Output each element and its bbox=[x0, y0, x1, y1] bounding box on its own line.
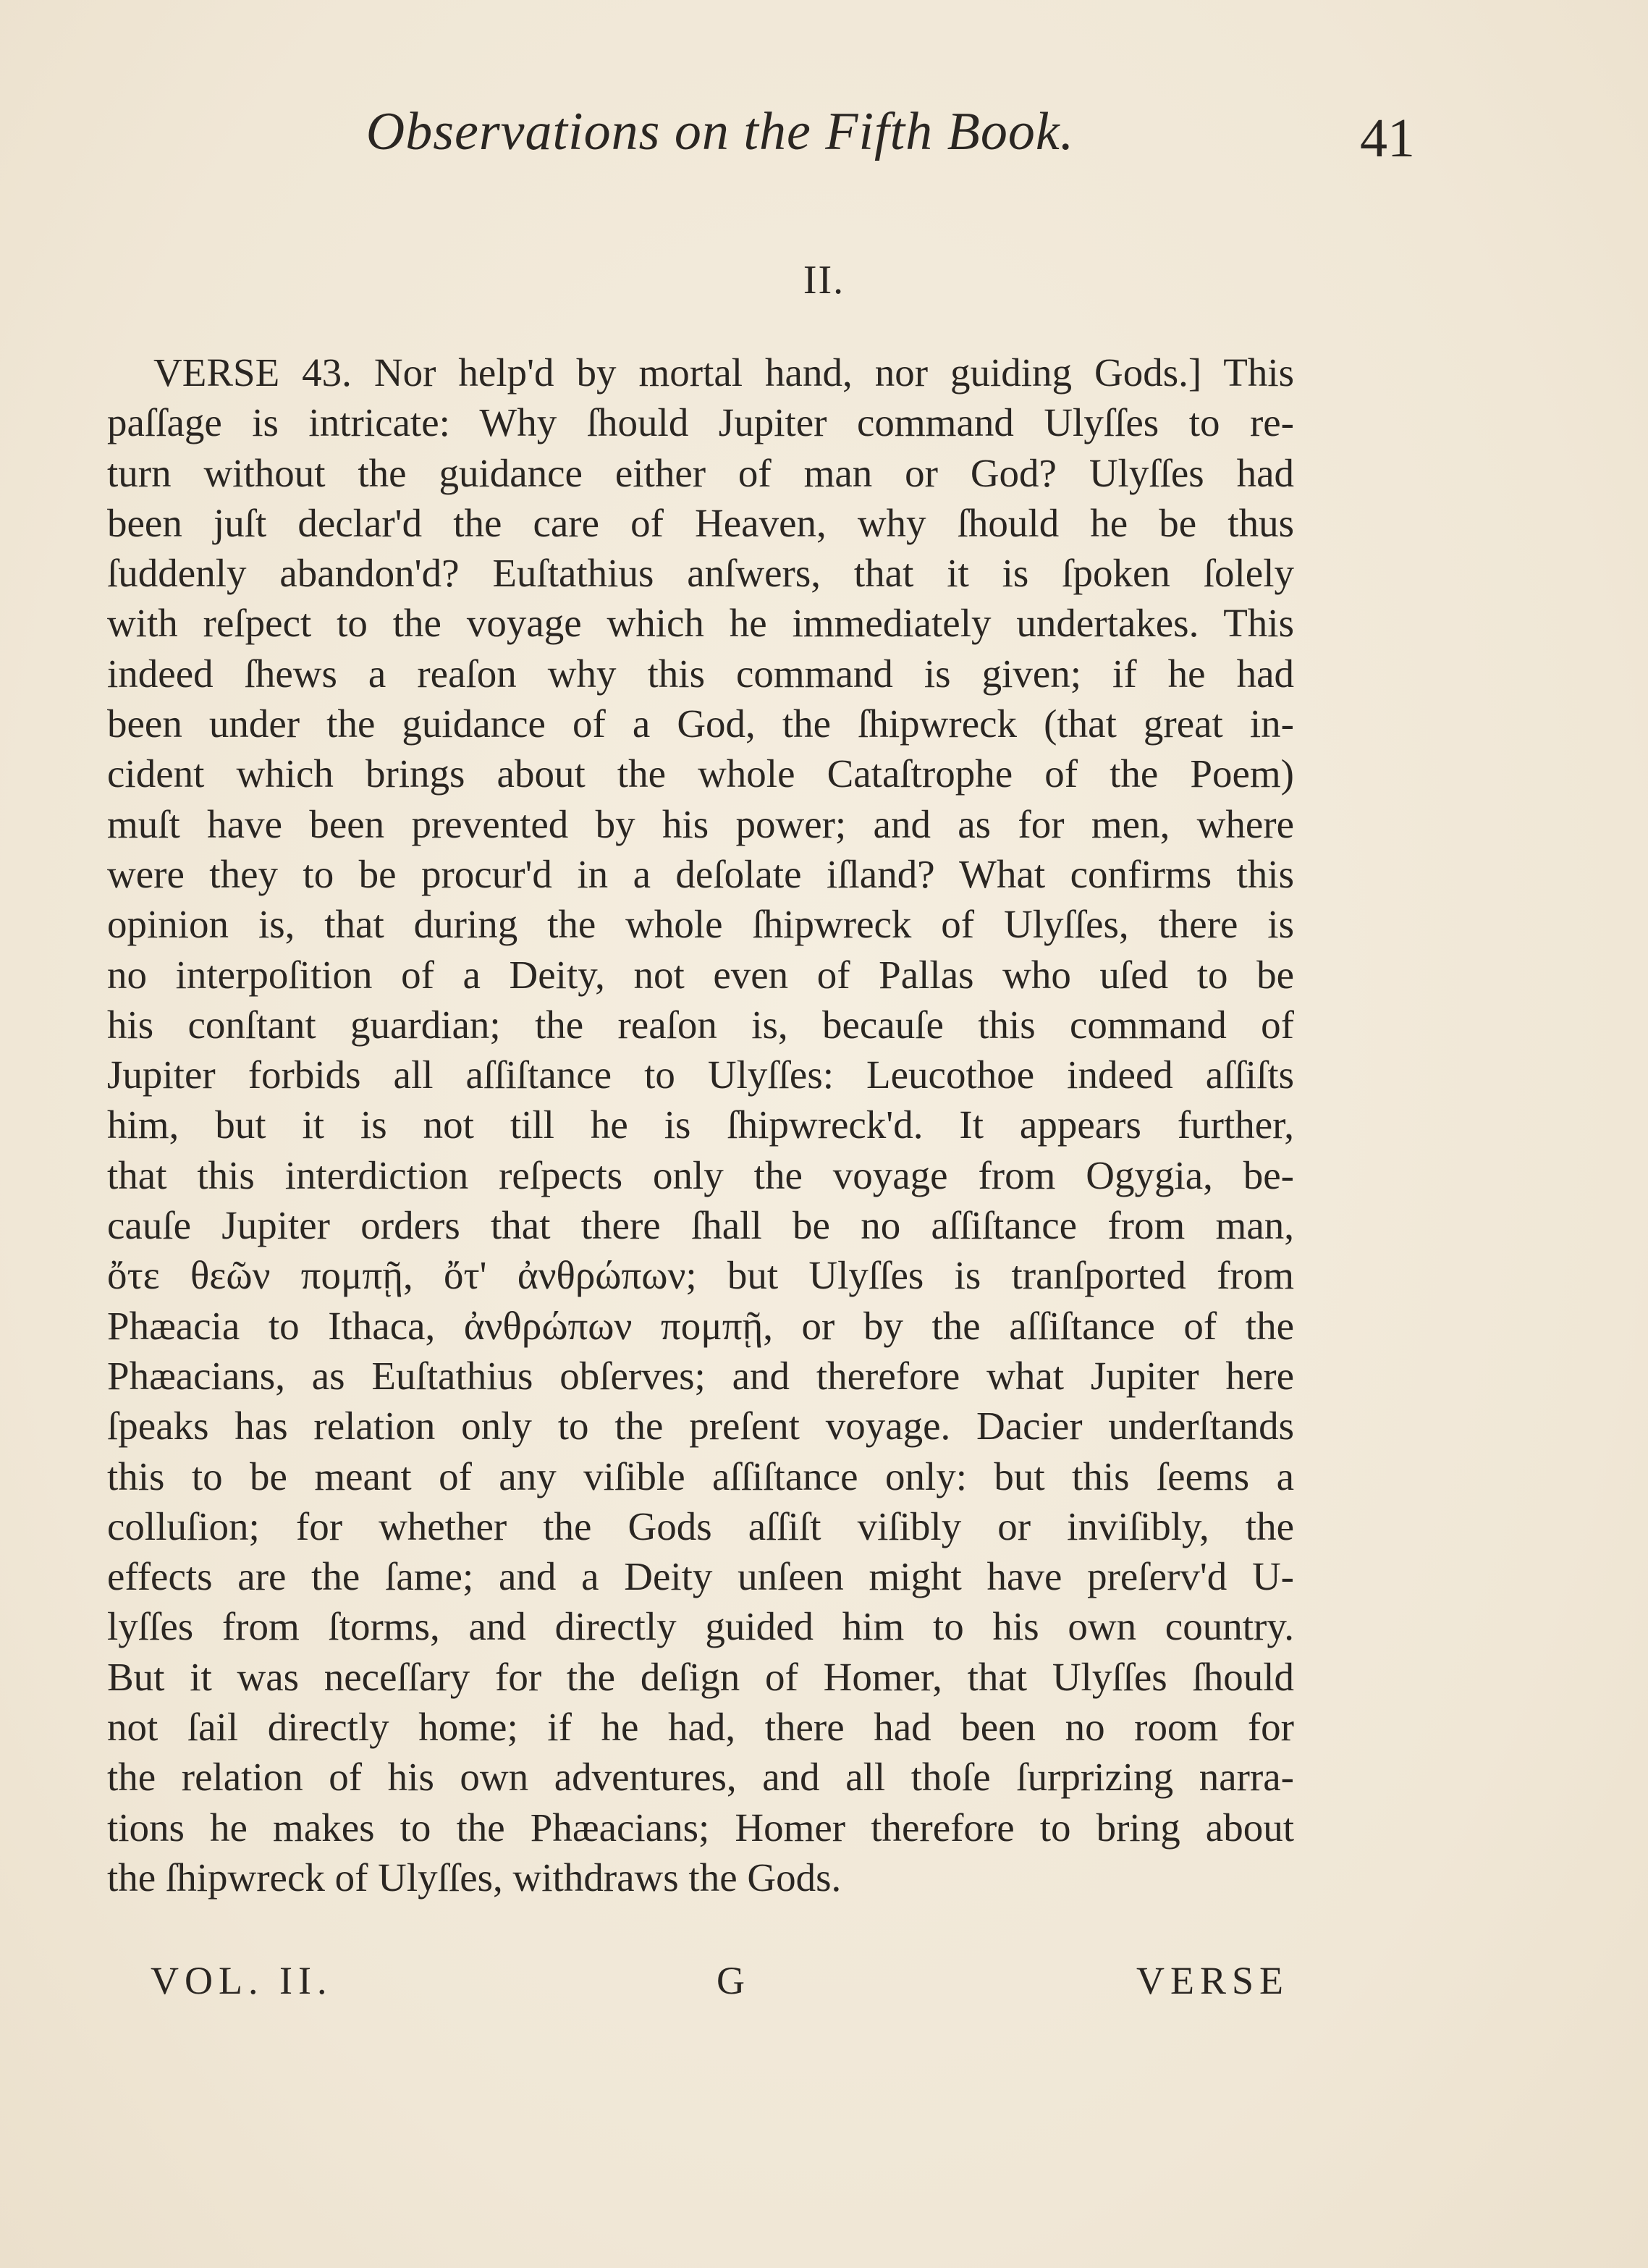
text-line: him, but it is not till he is ſhipwreck'd. It appears further, bbox=[107, 1103, 1294, 1147]
text-line: VERSE 43. Nor help'd by mortal hand, nor guiding Gods.] This bbox=[153, 350, 1294, 395]
text-line: tions he makes to the Phæacians; Homer therefore to bring about bbox=[107, 1805, 1294, 1850]
text-line: But it was neceſſary for the deſign of Homer, that Ulyſſes ſhould bbox=[107, 1654, 1294, 1699]
text-line: no interpoſition of a Deity, not even of Pallas who uſed to be bbox=[107, 952, 1294, 997]
catchword: VERSE bbox=[1136, 1959, 1290, 2002]
text-line: effects are the ſame; and a Deity unſeen might have preſerv'd U- bbox=[107, 1554, 1294, 1599]
text-line: ὄτε θεῶν πομπῇ, ὄτ' ἀνθρώπων; but Ulyſſes is tranſported from bbox=[107, 1253, 1294, 1298]
volume-mark: VOL. II. bbox=[151, 1959, 333, 2002]
text-line: indeed ſhews a reaſon why this command is given; if he had bbox=[107, 651, 1294, 696]
text-line: ſpeaks has relation only to the preſent voyage. Dacier underſtands bbox=[107, 1404, 1294, 1449]
text-line: that this interdiction reſpects only the voyage from Ogygia, be- bbox=[107, 1152, 1294, 1197]
text-line: cauſe Jupiter orders that there ſhall be no aſſiſtance from man, bbox=[107, 1203, 1294, 1248]
section-number: II. bbox=[803, 258, 845, 303]
text-line: not ſail directly home; if he had, there had been no room for bbox=[107, 1705, 1294, 1750]
text-line: opinion is, that during the whole ſhipwreck of Ulyſſes, there is bbox=[107, 902, 1294, 947]
text-line: Jupiter forbids all aſſiſtance to Ulyſſes: Leucothoe indeed aſſiſts bbox=[107, 1053, 1294, 1097]
text-line: his conſtant guardian; the reaſon is, becauſe this command of bbox=[107, 1002, 1294, 1047]
text-line: with reſpect to the voyage which he immediately undertakes. This bbox=[107, 601, 1294, 646]
text-line: were they to be procur'd in a deſolate iſland? What confirms this bbox=[107, 851, 1294, 896]
page-number: 41 bbox=[1360, 108, 1415, 169]
commentary-paragraph bbox=[107, 347, 1294, 1902]
text-line: muſt have been prevented by his power; and as for men, where bbox=[107, 801, 1294, 846]
running-title: Observations on the Fifth Book. bbox=[365, 102, 1075, 161]
text-line: Phæacians, as Euſtathius obſerves; and therefore what Jupiter here bbox=[107, 1353, 1294, 1398]
text-line: the ſhipwreck of Ulyſſes, withdraws the Gods. bbox=[107, 1855, 842, 1900]
text-line: lyſſes from ſtorms, and directly guided him to his own country. bbox=[107, 1604, 1294, 1649]
text-line: Phæacia to Ithaca, ἀνθρώπων πομπῇ, or by the aſſiſtance of the bbox=[107, 1303, 1294, 1348]
text-line: the relation of his own adventures, and all thoſe ſurprizing narra- bbox=[107, 1755, 1294, 1800]
signature-mark: G bbox=[717, 1959, 751, 2002]
text-line: colluſion; for whether the Gods aſſiſt viſibly or inviſibly, the bbox=[107, 1504, 1294, 1548]
text-line: been under the guidance of a God, the ſhipwreck (that great in- bbox=[107, 701, 1294, 746]
text-line: turn without the guidance either of man or God? Ulyſſes had bbox=[107, 450, 1294, 495]
text-line: cident which brings about the whole Cataſtrophe of the Poem) bbox=[107, 751, 1294, 796]
text-line: ſuddenly abandon'd? Euſtathius anſwers, that it is ſpoken ſolely bbox=[107, 551, 1294, 596]
text-line: been juſt declar'd the care of Heaven, why ſhould he be thus bbox=[107, 500, 1294, 545]
text-line: paſſage is intricate: Why ſhould Jupiter command Ulyſſes to re- bbox=[107, 400, 1294, 445]
text-line: this to be meant of any viſible aſſiſtance only: but this ſeems a bbox=[107, 1454, 1294, 1498]
